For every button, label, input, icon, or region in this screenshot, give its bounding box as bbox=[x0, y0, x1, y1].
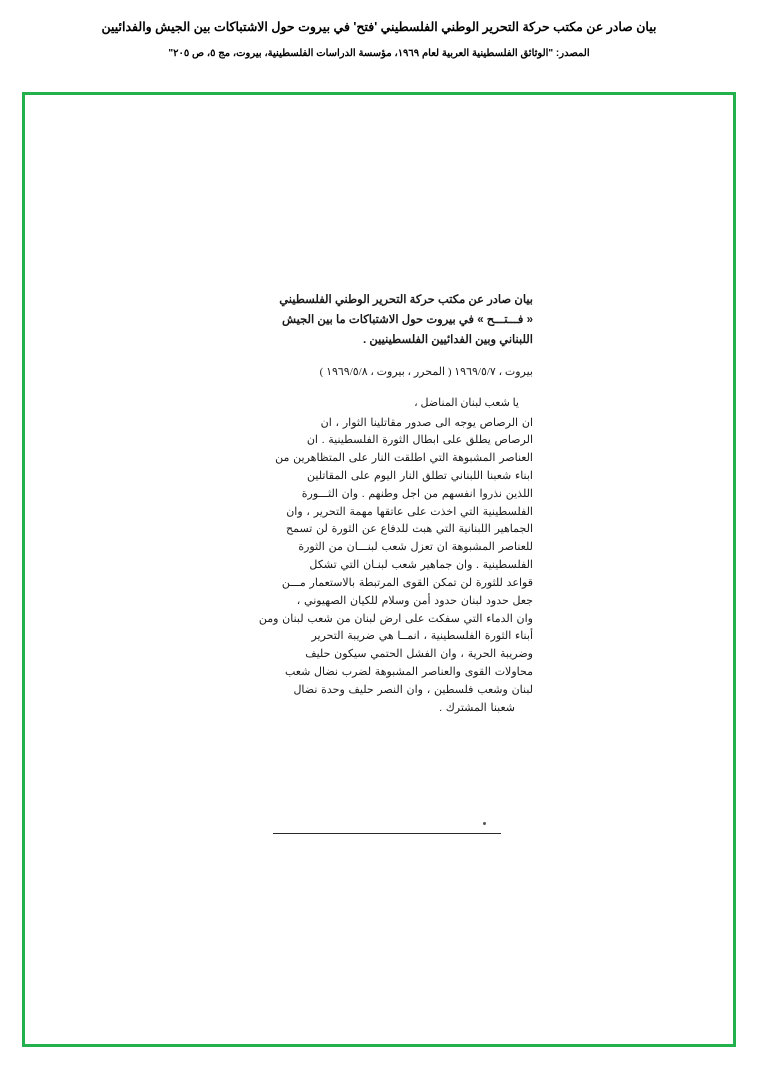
paragraph-line: وان الدماء التي سفكت على ارض لبنان من شعب لبنان ومن bbox=[258, 612, 533, 625]
paragraph-line: للعناصر المشبوهة ان تعزل شعب لبنـــان من الثورة bbox=[298, 541, 533, 554]
scanned-page-frame bbox=[22, 92, 736, 1047]
paragraph-line: ان الرصاص يوجه الى صدور مقاتلينا الثوار ، ان bbox=[320, 416, 533, 429]
header-headline: بيان صادر عن مكتب حركة التحرير الوطني الفلسطيني 'فتح' في بيروت حول الاشتباكات بين الجيش والفدائيين bbox=[101, 20, 657, 34]
paragraph-line: الفلسطينية . وان جماهير شعب لبنـان التي تشكل bbox=[309, 559, 533, 572]
horizontal-rule bbox=[273, 833, 501, 834]
paragraph-line: الرصاص يطلق على ابطال الثورة الفلسطينية . ان bbox=[306, 434, 533, 447]
document-title-line-1: بيان صادر عن مكتب حركة التحرير الوطني الفلسطيني bbox=[279, 294, 533, 306]
document-paragraph bbox=[243, 415, 533, 718]
paragraph-line: شعبنا المشترك . bbox=[439, 701, 515, 714]
paragraph-line: أبناء الثورة الفلسطينية ، انمــا هي ضريبة التحرير bbox=[311, 630, 533, 643]
paragraph-line: جعل حدود لبنان حدود أمن وسلام للكيان الصهيوني ، bbox=[296, 594, 533, 607]
scanned-document-body bbox=[243, 290, 533, 717]
paragraph-line: ابناء شعبنا اللبناني تطلق النار اليوم على المقاتلين bbox=[307, 470, 533, 482]
paragraph-line: الفلسطينية التي اخذت على عاتقها مهمة التحرير ، وان bbox=[286, 505, 533, 518]
document-salutation: يا شعب لبنان المناضل ، bbox=[414, 396, 519, 409]
paragraph-line: وضريبة الحرية ، وان الفشل الحتمي سيكون حليف bbox=[305, 648, 533, 661]
paragraph-line: لبنان وشعب فلسطين ، وان النصر حليف وحدة نضال bbox=[293, 683, 533, 696]
document-title bbox=[243, 290, 533, 350]
document-dateline: بيروت ، ١٩٦٩/٥/٧ ( المحرر ، بيروت ، ١٩٦٩/٥/٨ ) bbox=[319, 366, 533, 379]
document-title-line-3: اللبناني وبين الفدائيين الفلسطينيين . bbox=[363, 334, 533, 347]
header-source: المصدر: "الوثائق الفلسطينية العربية لعام ١٩٦٩، مؤسسة الدراسات الفلسطينية، بيروت، مج ٥، ص ٢٠٥" bbox=[168, 47, 590, 59]
paragraph-line: قواعد للثورة لن تمكن القوى المرتبطة بالاستعمار مـــن bbox=[281, 576, 533, 589]
paragraph-line: العناصر المشبوهة التي اطلقت النار على المتظاهرين من bbox=[275, 452, 533, 465]
scan-ink-mark bbox=[483, 822, 486, 825]
paragraph-line: محاولات القوى والعناصر المشبوهة لضرب نضال شعب bbox=[284, 665, 533, 678]
paragraph-line: الجماهير اللبنانية التي هبت للدفاع عن الثورة لن تسمح bbox=[286, 523, 533, 536]
document-title-line-2: « فـــتـــح » في بيروت حول الاشتباكات ما بين الجيش bbox=[281, 314, 533, 327]
paragraph-line: اللذين نذروا انفسهم من اجل وطنهم . وان الثـــورة bbox=[301, 487, 533, 500]
document-header bbox=[0, 0, 758, 62]
